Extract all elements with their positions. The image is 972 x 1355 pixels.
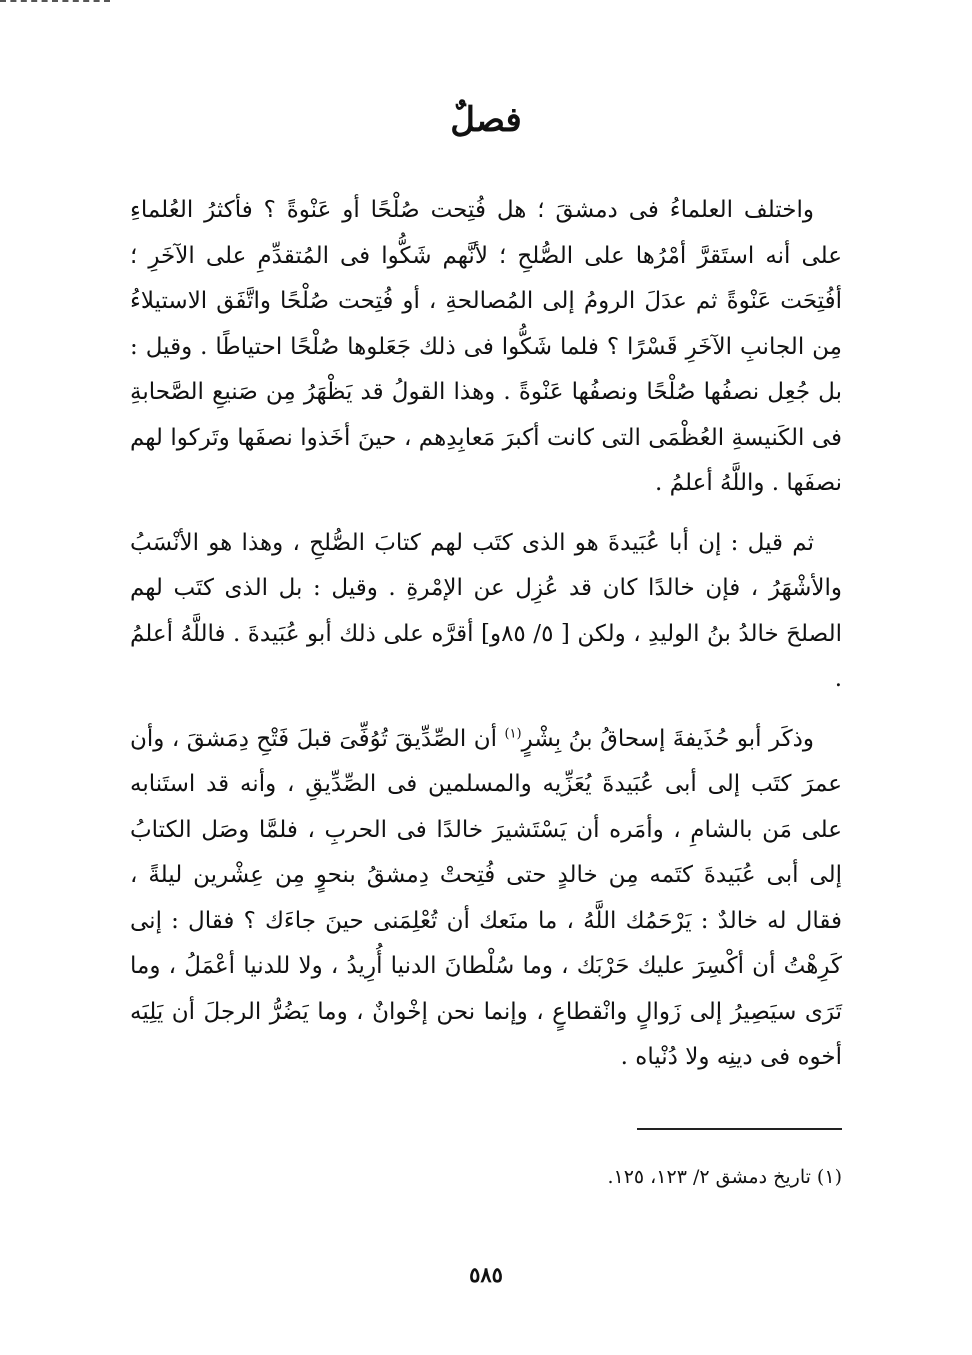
footnote-separator [637, 1128, 842, 1130]
body-text [130, 188, 842, 1081]
paragraph-2: ثم قيل : إن أبا عُبَيدةَ هو الذى كتَب لهم كتابَ الصُّلحِ ، وهذا هو الأنْسَبُ والأشْهَرُ ، فإن خالدًا كان قد عُزِل عن الإمْرةِ . وقيل : بل الذى كتَب لهم الصلحَ خالدُ بنُ الوليدِ ، ولكن [ ٥/ ٨٥و] أقرَّه على ذلك أبو عُبَيدةَ . فاللَّهُ أعلمُ . [130, 529, 842, 692]
footnote: (١) تاريخ دمشق ٢/ ١٢٣، ١٢٥. [607, 1166, 842, 1188]
paragraph-3-start: وذكَر أبو حُذَيفةَ إسحاقُ بنُ بِشْرٍ [521, 725, 814, 752]
footnote-reference: (١) [504, 725, 522, 741]
paragraph-3 [130, 717, 842, 1081]
crop-mark [0, 0, 110, 2]
page [130, 0, 842, 1355]
page-number: ٥٨٥ [469, 1262, 503, 1287]
paragraph-3-rest: أن الصِّدِّيقَ تُوُفِّىَ قبلَ فَتْحِ دِمَشقَ ، وأن عمرَ كتَب إلى أبى عُبَيدةَ يُعَزِّيه والمسلمين فى الصِّدِّيقِ ، وأنه قد استَنابه على مَن بالشامِ ، وأمَره أن يَسْتَشيرَ خالدًا فى الحربِ ، فلمَّا وصَل الكتابُ إلى أبى عُبَيدةَ كتَمه مِن خالدٍ حتى فُتِحتْ دِمشقُ بنحوٍ مِن عِشْرين ليلةً ، فقال له خالدٌ : يَرْحَمُك اللَّهُ ، ما منَعك أن تُعْلِمَنى حينَ جاءَك ؟ فقال : إنى كَرِهْتُ أن أكْسِرَ عليك حَرْبَك ، وما سُلْطانَ الدنيا أُرِيدُ ، ولا للدنيا أعْمَلُ ، وما تَرَى سيَصِيرُ إلى زَوالٍ وانْقطاعٍ ، وإنما نحن إخْوانٌ ، وما يَضُرُّ الرجلَ أن يَلِيَه أخوه فى دينِه ولا دُنْياه . [130, 725, 842, 1070]
paragraph-1: واختلف العلماءُ فى دمشقَ ؛ هل فُتِحت صُلْحًا أو عَنْوةً ؟ فأكثرُ العُلماءِ على أنه استَقرَّ أمْرُها على الصُّلحِ ؛ لأنَّهم شَكُّوا فى المُتقدِّمِ على الآخَرِ ؛ أفُتِحَت عَنْوةً ثم عدَلَ الرومُ إلى المُصالحةِ ، أو فُتِحت صُلْحًا واتَّفَق الاستيلاءُ مِن الجانبِ الآخَرِ قَسْرًا ؟ فلما شَكُّوا فى ذلك جَعَلوها صُلْحًا احتياطًا . وقيل : بل جُعِل نصفُها صُلْحًا ونصفُها عَنْوةً . وهذا القولُ قد يَظْهَرُ مِن صَنيعِ الصَّحابةِ فى الكَنيسةِ العُظْمَى التى كانت أكبرَ مَعابِدِهم ، حينَ أخَذوا نصفَها وتَركوا لهم نصفَها . واللَّهُ أعلمُ . [130, 197, 842, 496]
section-title: فصلٌ [450, 100, 522, 140]
